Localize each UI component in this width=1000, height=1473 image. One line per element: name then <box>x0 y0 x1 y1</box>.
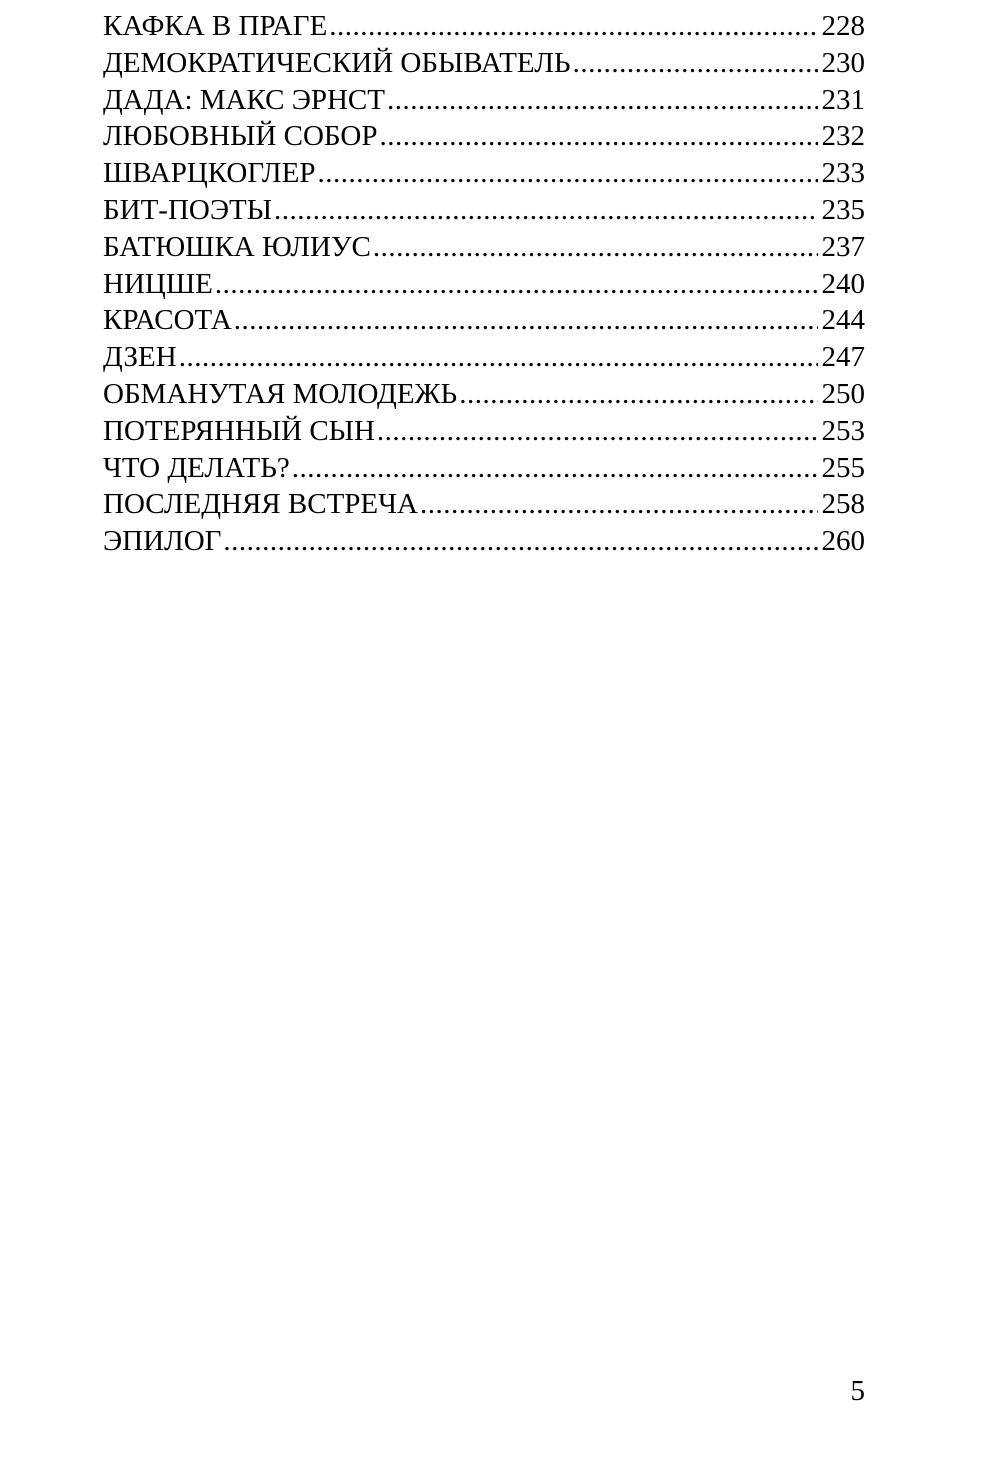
toc-dot-leader <box>420 486 818 523</box>
toc-entry <box>103 266 865 303</box>
toc-entry <box>103 523 865 560</box>
toc-dot-leader <box>179 339 818 376</box>
toc-entry-title: ДЗЕН <box>103 341 177 374</box>
toc-entry-page: 237 <box>821 230 865 263</box>
toc-entry-title: ДЕМОКРАТИЧЕСКИЙ ОБЫВАТЕЛЬ <box>103 46 571 79</box>
toc-dot-leader <box>292 450 818 487</box>
toc-entry-title: ДАДА: МАКС ЭРНСТ <box>103 83 385 116</box>
table-of-contents <box>103 8 865 560</box>
toc-entry-title: ПОСЛЕДНЯЯ ВСТРЕЧА <box>103 488 418 521</box>
toc-dot-leader <box>373 229 818 266</box>
toc-entry-page: 228 <box>821 10 865 42</box>
toc-entry-page: 230 <box>821 46 865 79</box>
toc-entry <box>103 376 865 413</box>
toc-entry-title: ЛЮБОВНЫЙ СОБОР <box>103 120 378 153</box>
toc-entry <box>103 192 865 229</box>
toc-entry-page: 247 <box>821 341 865 374</box>
toc-entry-page: 255 <box>821 451 865 484</box>
toc-entry-page: 232 <box>821 120 865 153</box>
toc-dot-leader <box>274 192 817 229</box>
toc-dot-leader <box>234 302 818 339</box>
toc-entry-page: 240 <box>821 267 865 300</box>
toc-entry-page: 231 <box>821 83 865 116</box>
toc-entry <box>103 45 865 82</box>
toc-entry-title: КРАСОТА <box>103 304 232 337</box>
toc-entry <box>103 450 865 487</box>
toc-entry <box>103 155 865 192</box>
toc-dot-leader <box>387 82 818 119</box>
toc-entry-page: 260 <box>821 525 865 558</box>
toc-entry-page: 244 <box>821 304 865 337</box>
toc-entry-title: ЭПИЛОГ <box>103 525 222 558</box>
toc-entry-page: 235 <box>821 193 865 226</box>
toc-entry <box>103 8 865 45</box>
toc-dot-leader <box>377 413 818 450</box>
toc-dot-leader <box>459 376 817 413</box>
toc-entry <box>103 82 865 119</box>
toc-entry-title: ПОТЕРЯННЫЙ СЫН <box>103 414 375 447</box>
toc-dot-leader <box>215 266 818 303</box>
toc-entry <box>103 486 865 523</box>
toc-dot-leader <box>329 8 817 45</box>
toc-entry <box>103 413 865 450</box>
toc-entry <box>103 339 865 376</box>
toc-entry-title: КАФКА В ПРАГЕ <box>103 10 328 42</box>
toc-entry-page: 250 <box>821 377 865 410</box>
toc-entry <box>103 229 865 266</box>
toc-entry-page: 258 <box>821 488 865 521</box>
toc-entry-page: 253 <box>821 414 865 447</box>
toc-entry-title: ЧТО ДЕЛАТЬ? <box>103 451 290 484</box>
toc-dot-leader <box>573 45 818 82</box>
toc-entry <box>103 118 865 155</box>
toc-dot-leader <box>223 523 817 560</box>
toc-entry-title: ОБМАНУТАЯ МОЛОДЕЖЬ <box>103 377 458 410</box>
toc-entry-title: БАТЮШКА ЮЛИУС <box>103 230 371 263</box>
toc-entry-title: БИТ-ПОЭТЫ <box>103 193 273 226</box>
page-number: 5 <box>850 1375 865 1407</box>
toc-entry-page: 233 <box>821 157 865 190</box>
toc-dot-leader <box>379 118 817 155</box>
toc-dot-leader <box>317 155 817 192</box>
toc-entry-title: ШВАРЦКОГЛЕР <box>103 157 316 190</box>
toc-entry-title: НИЦШЕ <box>103 267 213 300</box>
toc-entry <box>103 302 865 339</box>
